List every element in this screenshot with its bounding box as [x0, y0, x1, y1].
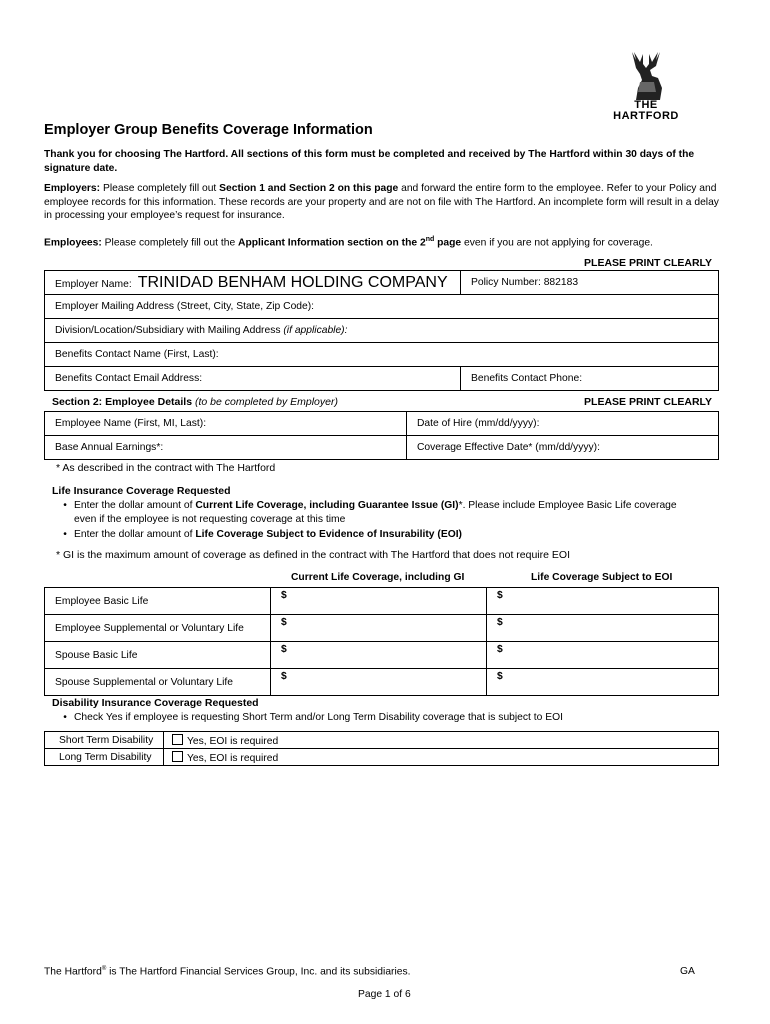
- employee-name-field[interactable]: [45, 412, 407, 436]
- contact-email-field[interactable]: [45, 367, 461, 391]
- footer-text-post: is The Hartford Financial Services Group, Inc. and its subsidiaries.: [106, 966, 411, 978]
- current-life-spouse-supplemental[interactable]: $: [271, 669, 487, 696]
- policy-number-label: Policy Number:: [471, 277, 541, 288]
- long-term-option-label: Yes, EOI is required: [187, 752, 279, 764]
- division-note: (if applicable):: [283, 325, 348, 336]
- registered-mark: ®: [101, 966, 107, 972]
- eoi-spouse-basic[interactable]: $: [487, 642, 719, 669]
- print-clearly-2: PLEASE PRINT CLEARLY: [584, 396, 712, 408]
- employee-name-label: Employee Name (First, MI, Last):: [55, 418, 207, 429]
- short-term-option-label: Yes, EOI is required: [187, 735, 279, 747]
- print-clearly-1: PLEASE PRINT CLEARLY: [584, 257, 712, 269]
- page-number: Page 1 of 6: [358, 989, 411, 1000]
- current-life-employee-supplemental[interactable]: $: [271, 615, 487, 642]
- employees-instructions: [44, 233, 724, 250]
- disability-heading: Disability Insurance Coverage Requested: [52, 697, 259, 709]
- mailing-address-label: Employer Mailing Address (Street, City, State, Zip Code):: [55, 301, 315, 312]
- employers-bold: Section 1 and Section 2 on this page: [219, 183, 399, 194]
- division-label: Division/Location/Subsidiary with Mailing Address: [55, 325, 281, 336]
- eoi-employee-supplemental[interactable]: $: [487, 615, 719, 642]
- short-term-disability-label: Short Term Disability: [45, 732, 164, 749]
- checkbox-icon[interactable]: [172, 734, 183, 745]
- section1-table: [44, 270, 719, 391]
- row-label-spouse-supplemental: Spouse Supplemental or Voluntary Life: [45, 669, 271, 696]
- logo-text-the: THE: [634, 99, 658, 111]
- contact-phone-field[interactable]: [461, 367, 719, 391]
- section2-table: [44, 411, 719, 460]
- bullet-icon: •: [63, 712, 67, 723]
- section2-heading: [52, 396, 338, 408]
- intro-text: Thank you for choosing The Hartford. All sections of this form must be completed and received by The Hartford within 30 days of the signature date.: [44, 149, 695, 174]
- stag-icon: [610, 48, 682, 100]
- footer-trademark: [44, 966, 411, 977]
- row-label-employee-supplemental: Employee Supplemental or Voluntary Life: [45, 615, 271, 642]
- section2-title: Section 2: Employee Details: [52, 396, 193, 408]
- contact-phone-label: Benefits Contact Phone:: [471, 373, 583, 384]
- employees-text-2: even if you are not applying for coverage.: [461, 237, 653, 249]
- short-term-disability-option[interactable]: [164, 732, 719, 749]
- disability-table: [44, 731, 719, 766]
- division-field[interactable]: [45, 319, 719, 343]
- coverage-effective-label: Coverage Effective Date* (mm/dd/yyyy):: [417, 442, 600, 453]
- section2-note: (to be completed by Employer): [194, 396, 338, 408]
- contact-name-label: Benefits Contact Name (First, Last):: [55, 349, 219, 360]
- state-code: GA: [680, 966, 695, 977]
- disability-bullet-text: Check Yes if employee is requesting Short Term and/or Long Term Disability coverage that is subject to EOI: [74, 712, 563, 723]
- employer-name-cell[interactable]: [45, 271, 461, 295]
- contract-note: * As described in the contract with The Hartford: [56, 462, 276, 474]
- mailing-address-field[interactable]: [45, 295, 719, 319]
- logo-text-hartford: HARTFORD: [613, 110, 679, 122]
- row-label-spouse-basic: Spouse Basic Life: [45, 642, 271, 669]
- life-bullet-1-text-2: *. Please include Employee Basic Life coverage: [458, 500, 677, 511]
- gi-note: * GI is the maximum amount of coverage as defined in the contract with The Hartford that does not require EOI: [56, 549, 570, 561]
- employees-text-1: Please completely fill out the: [101, 237, 239, 249]
- base-earnings-label: Base Annual Earnings*:: [55, 442, 164, 453]
- col-current-life: Current Life Coverage, including GI: [291, 572, 465, 583]
- bullet-icon: •: [63, 500, 67, 511]
- eoi-employee-basic[interactable]: $: [487, 588, 719, 615]
- life-heading: Life Insurance Coverage Requested: [52, 485, 231, 497]
- col-life-eoi: Life Coverage Subject to EOI: [531, 572, 673, 583]
- contact-email-label: Benefits Contact Email Address:: [55, 373, 203, 384]
- current-life-employee-basic[interactable]: $: [271, 588, 487, 615]
- footer-text-pre: The Hartford: [44, 966, 102, 978]
- life-bullet-1-text-1: Enter the dollar amount of: [74, 500, 196, 511]
- life-bullet-1-bold: Current Life Coverage, including Guarantee Issue (GI): [195, 500, 459, 511]
- employees-bold-1: Applicant Information section on the 2: [238, 237, 426, 249]
- page-title: Employer Group Benefits Coverage Information: [44, 122, 373, 138]
- life-bullet-2-text: Enter the dollar amount of: [74, 529, 196, 540]
- date-of-hire-label: Date of Hire (mm/dd/yyyy):: [417, 418, 540, 429]
- employees-sup: nd: [425, 236, 435, 243]
- hartford-logo: [610, 48, 682, 128]
- policy-number-value[interactable]: 882183: [543, 277, 579, 288]
- eoi-spouse-supplemental[interactable]: $: [487, 669, 719, 696]
- long-term-disability-label: Long Term Disability: [45, 749, 164, 766]
- employers-instructions: [44, 182, 724, 223]
- policy-number-cell[interactable]: [461, 271, 719, 295]
- disability-bullet: [56, 711, 720, 725]
- life-bullet-1-text-3: even if the employee is not requesting coverage at this time: [74, 514, 346, 525]
- contact-name-field[interactable]: [45, 343, 719, 367]
- employers-text-1: Please completely fill out: [100, 183, 220, 194]
- employer-name-value[interactable]: TRINIDAD BENHAM HOLDING COMPANY: [137, 273, 448, 291]
- current-life-spouse-basic[interactable]: $: [271, 642, 487, 669]
- life-bullet-2: [56, 528, 720, 542]
- bullet-icon: •: [63, 529, 67, 540]
- employees-label: Employees:: [44, 237, 102, 249]
- long-term-disability-option[interactable]: [164, 749, 719, 766]
- life-bullet-2-bold: Life Coverage Subject to Evidence of Insurability (EOI): [195, 529, 462, 540]
- life-bullet-1: [56, 499, 720, 527]
- employers-text-2: and forward the entire form to the employee. Refer to your Policy and employee records for this information. These records are your property and are not on file with The Hartford. An incomplete form will result in a delay in processing your employee’s request for insurance.: [44, 183, 719, 221]
- life-coverage-table: [44, 587, 719, 696]
- row-label-employee-basic: Employee Basic Life: [45, 588, 271, 615]
- employer-name-label: Employer Name:: [55, 278, 132, 290]
- employees-bold-2: page: [434, 237, 462, 249]
- base-earnings-field[interactable]: [45, 436, 407, 460]
- employers-label: Employers:: [44, 183, 101, 194]
- coverage-effective-field[interactable]: [407, 436, 719, 460]
- checkbox-icon[interactable]: [172, 751, 183, 762]
- date-of-hire-field[interactable]: [407, 412, 719, 436]
